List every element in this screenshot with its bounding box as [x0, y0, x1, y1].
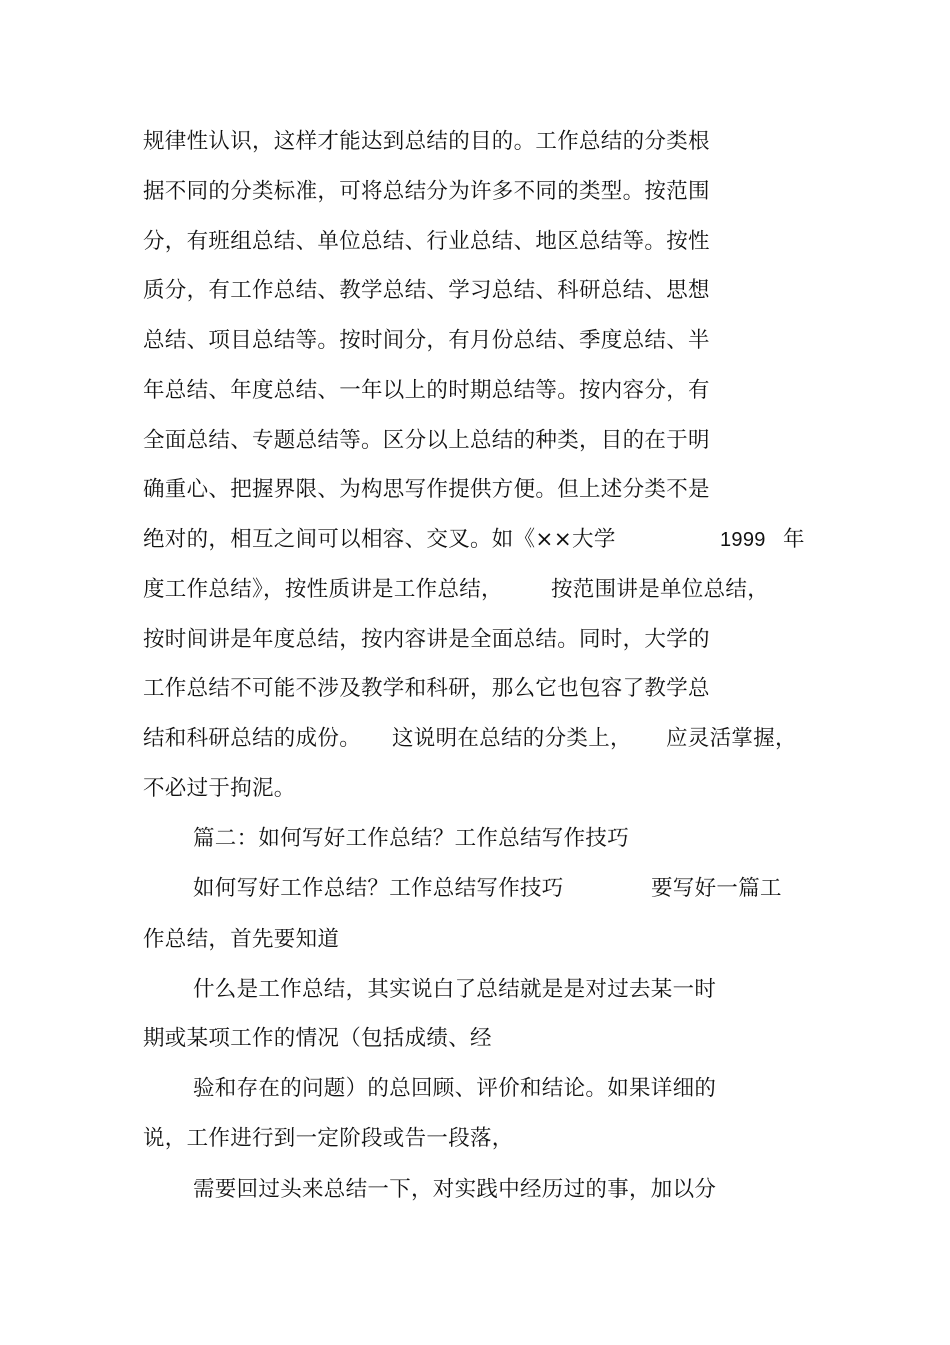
text-segment: 应灵活掌握， [666, 726, 797, 751]
text-line: 按时间讲是年度总结，按内容讲是全面总结。同时，大学的 [143, 627, 710, 652]
text-line: 作总结，首先要知道 [143, 927, 340, 952]
text-line: 总结、项目总结等。按时间分，有月份总结、季度总结、半 [143, 328, 710, 353]
text-line: 质分，有工作总结、教学总结、学习总结、科研总结、思想 [143, 278, 710, 303]
text-line: 确重心、把握界限、为构思写作提供方便。但上述分类不是 [143, 477, 710, 502]
text-line: 全面总结、专题总结等。区分以上总结的种类，目的在于明 [143, 428, 710, 453]
text-line: 不必过于拘泥。 [143, 776, 296, 801]
text-line: 工作总结不可能不涉及教学和科研，那么它也包容了教学总 [143, 676, 710, 701]
text-line: 验和存在的问题）的总回顾、评价和结论。如果详细的 [193, 1076, 717, 1101]
year-number: 1999 [720, 529, 766, 551]
text-segment: 如何写好工作总结？工作总结写作技巧 [193, 876, 564, 901]
text-line: 什么是工作总结，其实说白了总结就是是对过去某一时 [193, 977, 717, 1002]
text-line: 据不同的分类标准，可将总结分为许多不同的类型。按范围 [143, 179, 710, 204]
text-segment: 结和科研总结的成份。 [143, 726, 362, 751]
text-line [143, 724, 797, 754]
text-line [143, 525, 805, 555]
text-line: 说，工作进行到一定阶段或告一段落， [143, 1126, 514, 1151]
text-line: 需要回过头来总结一下，对实践中经历过的事，加以分 [193, 1177, 717, 1202]
text-segment: 这说明在总结的分类上， [392, 726, 632, 751]
text-line: 规律性认识，这样才能达到总结的目的。工作总结的分类根 [143, 129, 710, 154]
text-segment: 绝对的，相互之间可以相容、交叉。如《××大学 [143, 527, 616, 552]
text-line [143, 575, 770, 605]
text-segment: 度工作总结》，按性质讲是工作总结， [143, 577, 503, 602]
text-line [193, 874, 782, 904]
text-line: 期或某项工作的情况（包括成绩、经 [143, 1026, 492, 1051]
text-segment: 年 [783, 527, 805, 552]
text-segment: 要写好一篇工 [651, 876, 782, 901]
section-heading: 篇二：如何写好工作总结？工作总结写作技巧 [193, 826, 630, 851]
text-line: 分，有班组总结、单位总结、行业总结、地区总结等。按性 [143, 229, 710, 254]
text-segment: 按范围讲是单位总结， [551, 577, 770, 602]
text-line: 年总结、年度总结、一年以上的时期总结等。按内容分，有 [143, 378, 710, 403]
